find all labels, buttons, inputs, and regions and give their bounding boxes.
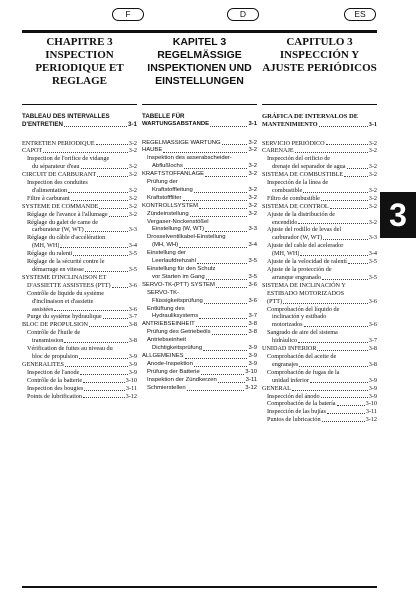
toc-entry-page: 3-11 <box>125 384 137 392</box>
toc-entry-label: Inspección de las bujías <box>267 408 326 416</box>
toc-entry-page: 3-5 <box>368 258 377 266</box>
toc-entry <box>142 140 257 148</box>
toc-entry-page: 3-12 <box>125 392 137 400</box>
toc-entry <box>262 416 377 424</box>
chapter-title-line: AJUSTE PERIÓDICOS <box>262 62 377 74</box>
toc-entry-label: Dichtigkeitsprüfung <box>152 345 203 352</box>
toc-entry-page: 3-8 <box>128 321 137 329</box>
toc-entry-line: Contrôle de liquide du système <box>27 289 104 297</box>
toc-entry-line: SYSTEME D'INCLINAISON ET <box>22 273 107 281</box>
chapter-title-line: KAPITEL 3 <box>172 36 227 48</box>
toc-entry <box>22 226 137 234</box>
toc-entry-label: encendido <box>272 218 298 226</box>
toc-entry-page: 3-5 <box>248 258 257 265</box>
toc-entry <box>262 203 377 211</box>
toc-entry-label: CARENAJE <box>262 147 294 155</box>
toc-entry-label: Inspection des bougies <box>27 384 84 392</box>
toc-entry-page: 3-4 <box>128 242 137 250</box>
chapter-title-french <box>22 36 137 102</box>
toc-entry <box>22 313 137 321</box>
toc-entry <box>262 274 377 282</box>
toc-entry <box>262 140 377 148</box>
toc-entry <box>262 361 377 369</box>
chapter-title-line: INSPEKTIONEN UND <box>147 62 252 74</box>
toc-entry <box>142 298 257 306</box>
toc-entry-line: Réglage de la sécurité contre le <box>27 258 105 266</box>
toc-entry-page: 3-2 <box>368 218 377 226</box>
column-french <box>22 36 137 400</box>
toc-header-french <box>22 113 137 129</box>
toc-entry-label: (MH, WH) <box>272 250 300 258</box>
toc-entry <box>142 274 257 282</box>
toc-header-entry <box>22 121 137 129</box>
toc-entry <box>142 361 257 369</box>
toc-entry-page: 3-10 <box>365 400 377 408</box>
toc-entry-page: 3-9 <box>128 352 137 360</box>
toc-entry-page: 3-6 <box>248 281 257 288</box>
toc-entry-label: SERVO-TK-(PTT) SYSTEM <box>142 281 215 288</box>
toc-entry-page: 3-2 <box>128 186 137 194</box>
toc-entry-line: Comprobación del líquido de <box>267 305 340 313</box>
toc-entry-label: d'alimentation <box>32 186 68 194</box>
toc-entry-page: 3-3 <box>368 234 377 242</box>
toc-entry-line: ESTIBADO MOTORIZADOS <box>267 289 345 297</box>
toc-entry <box>22 353 137 361</box>
toc-entry <box>142 345 257 353</box>
toc-entry <box>22 140 137 148</box>
toc-entry-line: Ajuste del cable del acelerador <box>267 242 344 250</box>
toc-entry-label: Points de lubrification <box>27 392 82 400</box>
toc-entry <box>22 369 137 377</box>
toc-entry <box>142 147 257 155</box>
title-rule <box>22 104 137 105</box>
toc-entry <box>142 321 257 329</box>
toc-entry-line: Ajuste del rodillo de levas del <box>267 226 342 234</box>
toc-entry <box>22 266 137 274</box>
toc-entry <box>142 211 257 219</box>
toc-entry-line: Inspección de la línea de <box>267 179 329 187</box>
toc-entry-page: 3-6 <box>128 281 137 289</box>
toc-entry <box>142 353 257 361</box>
toc-entry <box>22 242 137 250</box>
toc-entry <box>142 242 257 250</box>
toc-entry <box>22 195 137 203</box>
toc-entry-line: SISTEMA DE INCLINACIÓN Y <box>262 281 346 289</box>
chapter-title-line: CAPITULO 3 <box>286 36 353 48</box>
toc-entry-page: 3-9 <box>128 360 137 368</box>
toc-entry <box>142 258 257 266</box>
toc-entry-page: 3-8 <box>248 329 257 336</box>
toc-entry <box>22 306 137 314</box>
toc-entry-page: 3-9 <box>128 368 137 376</box>
toc-entry-page: 3-5 <box>368 273 377 281</box>
toc-header-line: GRÁFICA DE INTERVALOS DE <box>262 113 359 120</box>
toc-entry <box>22 187 137 195</box>
toc-entry-label: BLOC DE PROPULSION <box>22 321 89 329</box>
toc-entry-line: Ajuste de la distribución de <box>267 210 336 218</box>
toc-entry <box>262 385 377 393</box>
toc-entry <box>142 385 257 393</box>
toc-entry-line: Prüfung der <box>147 179 178 186</box>
toc-entry-label: Inspection de l'anode <box>27 368 80 376</box>
bottom-rule <box>22 586 377 588</box>
toc-header-page: 3-1 <box>368 120 377 128</box>
toc-entry-label: Einstellung (W, WT) <box>152 226 205 233</box>
toc-entry-label: CIRCUIT DE CARBURANT <box>22 171 97 179</box>
toc-entry-page: 3-5 <box>128 250 137 258</box>
toc-entry-label: D'ASSIETTE ASSISTEES (PTT) <box>27 281 111 289</box>
toc-entry-label: Inspektion der Zündkerzen <box>147 376 217 383</box>
toc-entry-label: arranque engranado <box>272 273 321 281</box>
toc-entry-page: 3-2 <box>128 163 137 171</box>
toc-entry-label: bloc de propulsion <box>32 352 79 360</box>
toc-entry <box>22 282 137 290</box>
chapter-title-spanish <box>262 36 377 102</box>
toc-entry <box>22 377 137 385</box>
toc-entry-page: 3-2 <box>368 139 377 147</box>
toc-entry-page: 3-2 <box>368 194 377 202</box>
toc-entry-label: transmission <box>32 337 64 345</box>
toc-entry-label: Réglage de l'avance à l'allumage <box>27 210 108 218</box>
toc-entry-line: Inspection des conduites <box>27 179 88 187</box>
toc-entry-label: engranajes <box>272 360 299 368</box>
toc-entry-label: drenaje del separador de agua <box>272 163 346 171</box>
toc-header-line: TABLEAU DES INTERVALLES <box>22 113 110 120</box>
language-tabs <box>22 8 378 22</box>
toc-list-german <box>142 140 257 393</box>
toc-entry-page: 3-8 <box>368 360 377 368</box>
chapter-side-tab: 3 <box>380 192 416 238</box>
toc-entry <box>22 337 137 345</box>
toc-entry-label: Abflußlochs <box>152 163 183 170</box>
toc-entry-page: 3-2 <box>128 194 137 202</box>
toc-entry-label: Hydrauliksystems <box>152 313 199 320</box>
top-rule <box>22 30 377 33</box>
toc-header-page: 3-1 <box>128 120 137 128</box>
toc-entry <box>262 195 377 203</box>
toc-entry-line: Einstellung für den Schutz <box>147 266 216 272</box>
toc-entry <box>142 163 257 171</box>
toc-entry <box>22 250 137 258</box>
toc-entry-page: 3-2 <box>368 186 377 194</box>
toc-entry-page: 3-2 <box>128 202 137 210</box>
toc-entry-page: 3-11 <box>245 376 257 383</box>
toc-entry <box>22 393 137 401</box>
toc-entry-label: Prüfung des Getriebeöls <box>147 329 211 336</box>
toc-entry <box>262 163 377 171</box>
toc-entry <box>22 163 137 171</box>
toc-entry-line: Comprobación de fugas de la <box>267 368 340 376</box>
toc-header-label: D'ENTRETIEN <box>22 120 64 128</box>
chapter-title-line: REGLAGE <box>51 75 107 87</box>
toc-entry-label: démarrage en vitesse <box>32 266 84 273</box>
toc-entry-label: Inspección del ánodo <box>267 392 320 400</box>
toc-entry-line: Drosselventilkabel-Einstellung <box>147 234 226 241</box>
toc-entry-page: 3-2 <box>248 163 257 170</box>
toc-entry-label: SERVICIO PERIÓDICO <box>262 139 325 147</box>
toc-entry <box>22 385 137 393</box>
title-rule <box>262 104 377 105</box>
toc-entry-label: (PTT) <box>267 297 283 305</box>
toc-entry-line: Einstellung der <box>147 250 186 257</box>
toc-header-entry <box>142 121 257 129</box>
toc-entry <box>22 361 137 369</box>
toc-entry <box>22 171 137 179</box>
toc-entry <box>142 377 257 385</box>
toc-entry-page: 3-2 <box>368 171 377 179</box>
toc-entry <box>262 400 377 408</box>
chapter-title-line: INSPECCIÓN Y <box>279 49 360 61</box>
toc-entry-label: Comprobación de la batería <box>267 400 336 408</box>
toc-entry-line: Antriebseinheit <box>147 337 186 344</box>
toc-entry-page: 3-2 <box>248 139 257 146</box>
toc-entry <box>262 219 377 227</box>
toc-entry-page: 3-10 <box>125 376 137 384</box>
toc-entry-label: carburateur (W, WT) <box>32 226 84 234</box>
toc-entry-label: REGELMÄSSIGE WARTUNG <box>142 139 221 146</box>
toc-entry-line: d'inclinaison et d'assiette <box>32 297 94 305</box>
toc-entry <box>262 187 377 195</box>
toc-entry <box>262 393 377 401</box>
toc-entry-label: motorizados <box>272 321 303 329</box>
toc-entry-page: 3-2 <box>128 210 137 218</box>
toc-entry-label: Puntos de lubricación <box>267 416 321 424</box>
toc-entry-label: combustible <box>272 186 303 194</box>
toc-entry-label: unidad inferior <box>272 376 309 384</box>
chapter-title-line: CHAPITRE 3 <box>46 36 113 48</box>
toc-entry-page: 3-6 <box>368 321 377 329</box>
chapter-title-line: REGELMÄSSIGE <box>157 49 242 61</box>
toc-entry-page: 3-2 <box>368 163 377 171</box>
toc-entry <box>22 321 137 329</box>
chapter-title-line: PERIODIQUE ET <box>35 62 124 74</box>
toc-entry-page: 3-2 <box>128 139 137 147</box>
toc-entry <box>262 234 377 242</box>
toc-entry-label: Purge du système hydraulique <box>27 313 102 321</box>
toc-entry-page: 3-11 <box>365 408 377 416</box>
toc-entry-page: 3-3 <box>248 226 257 233</box>
toc-entry-label: Schmierstellen <box>147 384 186 391</box>
toc-entry-page: 3-7 <box>128 313 137 321</box>
toc-entry-label: GENERAL <box>262 384 291 392</box>
toc-entry <box>22 147 137 155</box>
toc-entry <box>262 377 377 385</box>
toc-entry-page: 3-5 <box>248 273 257 280</box>
toc-entry-label: Filtro de combustible <box>267 194 320 202</box>
toc-entry-label: GENERALITES <box>22 360 64 368</box>
toc-entry-label: Kraftstofffilter <box>147 194 182 201</box>
toc-entry-page: 3-8 <box>128 337 137 345</box>
toc-entry-line: inclinación y estibado <box>272 313 327 321</box>
toc-entry-page: 3-2 <box>128 147 137 155</box>
toc-entry-line: Entlüftung des <box>147 305 185 312</box>
toc-entry-page: 3-2 <box>248 194 257 201</box>
toc-entry-page: 3-6 <box>128 305 137 313</box>
toc-entry-page: 3-10 <box>245 368 257 375</box>
toc-entry-label: ENTRETIEN PERIODIQUE <box>22 139 95 147</box>
toc-entry-page: 3-8 <box>368 345 377 353</box>
toc-entry-line: Vérification de fuites au niveau du <box>27 345 113 353</box>
toc-entry-page: 3-2 <box>248 202 257 209</box>
toc-entry <box>262 321 377 329</box>
toc-entry-line: Comprobación del aceite de <box>267 352 337 360</box>
toc-entry <box>262 408 377 416</box>
toc-entry <box>142 369 257 377</box>
toc-entry <box>262 258 377 266</box>
toc-entry-label: SISTEMA DE CONTROL <box>262 202 329 210</box>
toc-entry <box>142 171 257 179</box>
toc-list-spanish <box>262 140 377 425</box>
toc-header-label: WARTUNGSABSTÄNDE <box>142 120 210 127</box>
chapter-title-line: EINSTELLUNGEN <box>155 75 244 87</box>
lang-tab-spanish: ES <box>344 8 376 21</box>
toc-entry-page: 3-2 <box>248 147 257 154</box>
toc-entry-label: vor Starten im Gang <box>152 273 205 280</box>
toc-entry-label: ANTRIEBSEINHEIT <box>142 321 195 328</box>
toc-entry-page: 3-9 <box>368 384 377 392</box>
toc-header-line: TABELLE FÜR <box>142 113 185 120</box>
toc-entry-label: Leerlaufdrehzahl <box>152 258 196 265</box>
toc-entry-label: CAPOT <box>22 147 43 155</box>
toc-entry-label: carburador (W, WT) <box>272 234 323 242</box>
toc-list-french <box>22 140 137 401</box>
toc-entry-page: 3-2 <box>368 202 377 210</box>
toc-entry <box>142 187 257 195</box>
toc-entry-label: hidráulico <box>272 337 298 345</box>
toc-entry-label: (MH, WH) <box>152 242 179 249</box>
chapter-title-german <box>142 36 257 102</box>
toc-entry <box>262 147 377 155</box>
toc-entry <box>22 211 137 219</box>
toc-entry-page: 3-2 <box>248 171 257 178</box>
toc-entry-page: 3-9 <box>368 376 377 384</box>
toc-entry-label: SYSTEME DE COMMANDE <box>22 202 99 210</box>
toc-entry-label: Kraftstoffleitung <box>152 186 193 193</box>
toc-entry-label: Anode-Inspektion <box>147 360 193 367</box>
toc-header-spanish <box>262 113 377 129</box>
toc-header-label: MANTENIMIENTO <box>262 120 318 128</box>
toc-entry <box>142 203 257 211</box>
toc-entry-page: 3-4 <box>368 250 377 258</box>
toc-entry-page: 3-9 <box>248 360 257 367</box>
toc-entry-page: 3-3 <box>128 226 137 234</box>
toc-entry-page: 3-2 <box>248 210 257 217</box>
toc-entry-page: 3-6 <box>248 297 257 304</box>
toc-entry-page: 3-2 <box>128 171 137 179</box>
toc-header-page: 3-1 <box>248 120 257 127</box>
toc-entry <box>262 171 377 179</box>
toc-entry-page: 3-7 <box>368 337 377 345</box>
toc-entry-page: 3-12 <box>365 416 377 424</box>
toc-entry-page: 3-5 <box>128 266 137 273</box>
toc-entry-label: Flüssigkeitsprüfung <box>152 297 203 304</box>
toc-entry-line: Inspección del orificio de <box>267 155 331 163</box>
toc-entry <box>142 329 257 337</box>
toc-entry <box>142 226 257 234</box>
lang-tab-german: D <box>227 8 259 21</box>
toc-entry-line: Inspection de l'orifice de vidange <box>27 155 110 163</box>
toc-entry-line: Contrôle de l'huile de <box>27 329 81 337</box>
toc-entry-label: KONTROLLSYSTEM <box>142 202 198 209</box>
toc-entry-page: 3-2 <box>248 186 257 193</box>
toc-entry-line: Ajuste de la protección de <box>267 266 332 273</box>
toc-entry-page: 3-7 <box>248 313 257 320</box>
column-spanish <box>262 36 377 424</box>
toc-entry-page: 3-9 <box>248 352 257 359</box>
toc-entry <box>262 298 377 306</box>
title-rule <box>142 104 257 105</box>
toc-entry-label: UNIDAD INFERIOR <box>262 345 317 353</box>
chapter-title-line: INSPECTION <box>45 49 114 61</box>
toc-entry-label: ALLGEMEINES <box>142 352 184 359</box>
toc-entry-line: Inspektion des asserabscheider- <box>147 155 232 162</box>
toc-entry-line: Vergaser-Nockenstößel <box>147 218 209 225</box>
toc-entry-label: KRAFTSTOFFANLAGE <box>142 171 205 178</box>
toc-entry-page: 3-9 <box>368 392 377 400</box>
toc-header-german <box>142 113 257 129</box>
toc-header-entry <box>262 121 377 129</box>
toc-entry <box>22 203 137 211</box>
toc-entry-page: 3-6 <box>368 297 377 305</box>
toc-entry-label: Contrôle de la batterie <box>27 376 83 384</box>
toc-entry-line: Réglage du câble d'accélération <box>27 234 106 242</box>
toc-entry-label: Filtre à carburant <box>27 194 70 202</box>
toc-entry-line: Sangrado de aire del sistema <box>267 329 338 337</box>
toc-entry-label: Prüfung der Batterie <box>147 368 200 375</box>
toc-entry-page: 3-12 <box>245 384 257 391</box>
toc-entry-label: assistées <box>32 305 54 313</box>
toc-entry-label: Zündeinstellung <box>147 210 189 217</box>
column-german <box>142 36 257 393</box>
toc-entry-page: 3-2 <box>368 147 377 155</box>
toc-entry <box>262 250 377 258</box>
toc-entry <box>262 337 377 345</box>
lang-tab-french: F <box>112 8 144 21</box>
toc-entry-label: du séparateur d'eau <box>32 163 80 171</box>
toc-entry-label: Ajuste de la velocidad de ralentí <box>267 258 347 266</box>
toc-entry-line: SERVO-TK- <box>147 289 179 296</box>
toc-entry-label: (MH, WH) <box>32 242 60 250</box>
toc-entry-label: Réglage du ralenti <box>27 250 73 258</box>
toc-entry-page: 3-4 <box>248 242 257 249</box>
toc-entry <box>142 282 257 290</box>
toc-entry-label: HAUBE <box>142 147 163 154</box>
toc-entry <box>142 195 257 203</box>
toc-entry-label: SISTEMA DE COMBUSTIBLE <box>262 171 344 179</box>
toc-entry <box>262 345 377 353</box>
toc-entry-page: 3-9 <box>248 345 257 352</box>
toc-entry-line: Réglage du galet de came de <box>27 218 98 226</box>
toc-entry <box>142 313 257 321</box>
toc-entry-page: 3-8 <box>248 321 257 328</box>
